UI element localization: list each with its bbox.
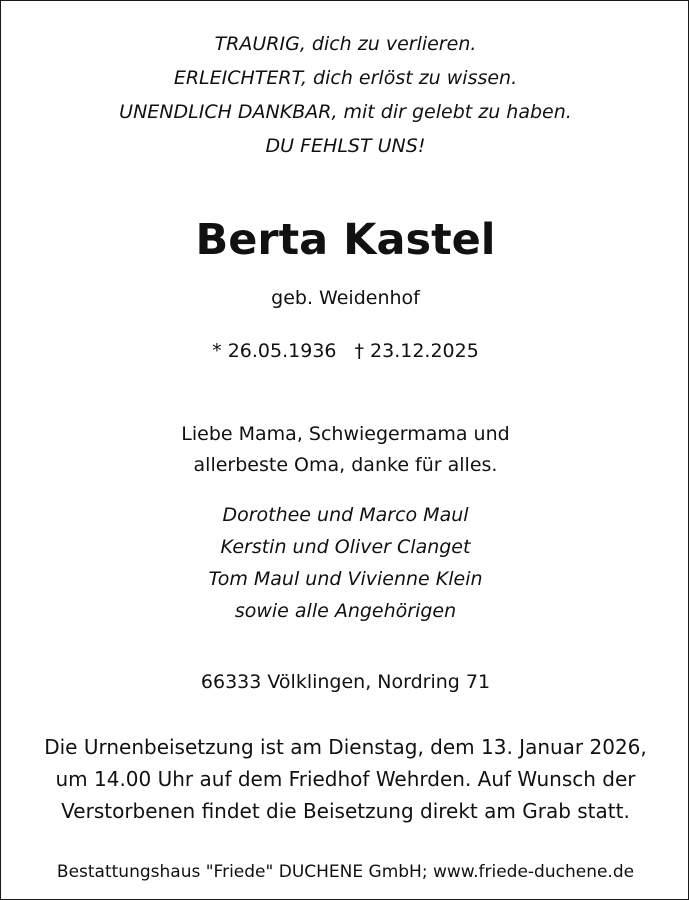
deceased-name: Berta Kastel [195,215,496,265]
birth-date: * 26.05.1936 [212,340,337,362]
maiden-name: geb. Weidenhof [271,287,420,309]
footer-funeral-home: Bestattungshaus "Friede" DUCHENE GmbH; www.friede-duchene.de [56,862,635,882]
life-dates [1,340,689,362]
message-line-1: Liebe Mama, Schwiegermama und [181,423,510,445]
address: 66333 Völklingen, Nordring 71 [200,671,491,693]
poem-line-3: UNENDLICH DANKBAR, mit dir gelebt zu haben. [119,101,572,123]
poem-line-2: ERLEICHTERT, dich erlöst zu wissen. [173,67,518,89]
mourner-4: sowie alle Angehörigen [234,600,457,622]
death-date: † 23.12.2025 [354,340,479,362]
message-line-2: allerbeste Oma, danke für alles. [193,454,498,476]
mourner-1: Dorothee und Marco Maul [222,504,469,526]
mourner-3: Tom Maul und Vivienne Klein [208,568,483,590]
notice-line-1: Die Urnenbeisetzung ist am Dienstag, dem 13. Januar 2026, [44,735,647,759]
notice-line-2: um 14.00 Uhr auf dem Friedhof Wehrden. Auf Wunsch der [55,767,636,791]
mourner-2: Kerstin und Oliver Clanget [220,536,471,558]
poem-line-4: DU FEHLST UNS! [265,135,426,157]
poem-line-1: TRAURIG, dich zu verlieren. [214,33,477,55]
notice-line-3: Verstorbenen findet die Beisetzung direkt am Grab statt. [61,799,630,823]
